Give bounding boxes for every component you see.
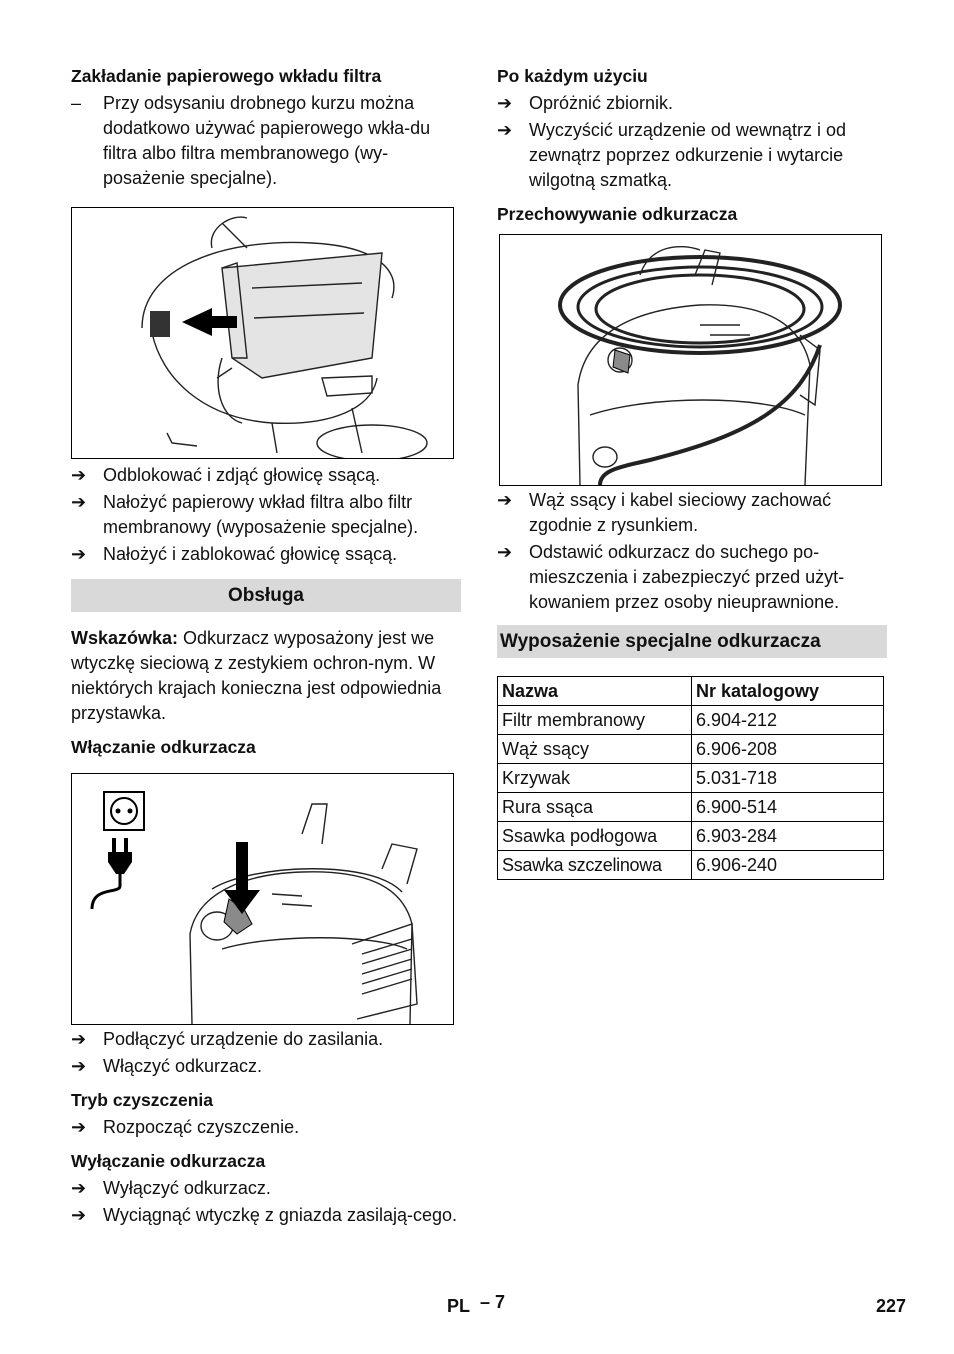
filter-note-text: Przy odsysaniu drobnego kurzu można dodatkowo używać papierowego wkła-du filtra albo filtra membranowego (wy-posażenie specjalne). bbox=[103, 93, 431, 188]
right-column bbox=[497, 64, 887, 880]
arrow-right-icon: ➔ bbox=[497, 542, 513, 562]
table-row: Ssawka podłogowa 6.903-284 bbox=[498, 822, 884, 851]
cleaning-heading: Tryb czyszczenia bbox=[71, 1090, 214, 1110]
arrow-right-icon: ➔ bbox=[71, 1178, 87, 1198]
hint-paragraph bbox=[71, 626, 461, 726]
arrow-right-icon: ➔ bbox=[71, 1056, 87, 1076]
list-item: ➔ Nałożyć papierowy wkład filtra albo filtr membranowy (wyposażenie specjalne). bbox=[71, 492, 419, 537]
accessories-table bbox=[497, 676, 884, 880]
filter-heading: Zakładanie papierowego wkładu filtra bbox=[71, 66, 382, 86]
arrow-right-icon: ➔ bbox=[71, 492, 87, 512]
arrow-right-icon: ➔ bbox=[71, 1205, 87, 1225]
switch-on-illustration bbox=[72, 774, 453, 1024]
storage-illustration bbox=[500, 235, 881, 485]
list-item: ➔ Odblokować i zdjąć głowicę ssącą. bbox=[71, 463, 461, 488]
list-item: ➔ Rozpocząć czyszczenie. bbox=[71, 1115, 461, 1140]
storage-heading: Przechowywanie odkurzacza bbox=[497, 204, 738, 224]
filter-steps bbox=[71, 463, 461, 567]
list-item: ➔ Opróżnić zbiornik. bbox=[497, 91, 887, 116]
arrow-right-icon: ➔ bbox=[71, 544, 87, 564]
plug-icon bbox=[92, 838, 132, 909]
after-use-heading: Po każdym użyciu bbox=[497, 66, 648, 86]
page-number: 227 bbox=[876, 1296, 907, 1316]
figure-filter-insert bbox=[71, 207, 454, 459]
filter-insert-illustration bbox=[72, 208, 453, 458]
table-row: Wąż ssący 6.906-208 bbox=[498, 735, 884, 764]
figure-storage bbox=[499, 234, 882, 486]
switch-on-steps bbox=[71, 1027, 461, 1079]
switch-off-heading: Wyłączanie odkurzacza bbox=[71, 1151, 266, 1171]
left-column bbox=[71, 64, 461, 1228]
list-item: ➔ Odstawić odkurzacz do suchego po-mieszczenia i zabezpieczyć przed użyt-kowaniem przez osoby nieuprawnione. bbox=[497, 542, 845, 612]
arrow-right-icon: ➔ bbox=[497, 120, 513, 140]
table-row: Filtr membranowy 6.904-212 bbox=[498, 706, 884, 735]
switch-on-heading: Włączanie odkurzacza bbox=[71, 737, 256, 757]
figure-switch-on bbox=[71, 773, 454, 1025]
list-item: ➔ Wyczyścić urządzenie od wewnątrz i od zewnątrz poprzez odkurzenie i wytarcie wilgotną szmatką. bbox=[497, 120, 846, 190]
table-row: Rura ssąca 6.900-514 bbox=[498, 793, 884, 822]
footer-subpage: – 7 bbox=[480, 1292, 506, 1312]
list-item: ➔ Wąż ssący i kabel sieciowy zachować zgodnie z rysunkiem. bbox=[497, 490, 832, 535]
arrow-right-icon: ➔ bbox=[71, 1117, 87, 1137]
list-item: ➔ Włączyć odkurzacz. bbox=[71, 1054, 461, 1079]
hint-text: Odkurzacz wyposażony jest we wtyczkę sieciową z zestykiem ochron-nym. W niektórych krajach konieczna jest odpowiednia przystawka. bbox=[71, 628, 442, 723]
section-title-accessories: Wyposażenie specjalne odkurzacza bbox=[497, 625, 887, 658]
arrow-right-icon: ➔ bbox=[497, 93, 513, 113]
storage-steps bbox=[497, 488, 887, 615]
table-row: Krzywak 5.031-718 bbox=[498, 764, 884, 793]
list-item: ➔ Podłączyć urządzenie do zasilania. bbox=[71, 1027, 461, 1052]
table-header-catalog: Nr katalogowy bbox=[692, 677, 884, 706]
table-header-row bbox=[498, 677, 884, 706]
arrow-right-icon: ➔ bbox=[497, 490, 513, 510]
hint-label: Wskazówka: bbox=[71, 628, 179, 648]
arrow-right-icon: ➔ bbox=[71, 1029, 87, 1049]
list-item: ➔ Wyciągnąć wtyczkę z gniazda zasilają-cego. bbox=[71, 1203, 461, 1228]
arrow-right-icon: ➔ bbox=[71, 465, 87, 485]
footer-language: PL bbox=[447, 1296, 471, 1316]
list-item: ➔ Nałożyć i zablokować głowicę ssącą. bbox=[71, 542, 461, 567]
filter-note bbox=[71, 91, 461, 191]
list-item: ➔ Wyłączyć odkurzacz. bbox=[71, 1176, 461, 1201]
dash-marker: – bbox=[71, 93, 82, 113]
table-header-name: Nazwa bbox=[498, 677, 692, 706]
table-row: Ssawka szczelinowa 6.906-240 bbox=[498, 851, 884, 880]
section-title-operation: Obsługa bbox=[71, 579, 461, 612]
